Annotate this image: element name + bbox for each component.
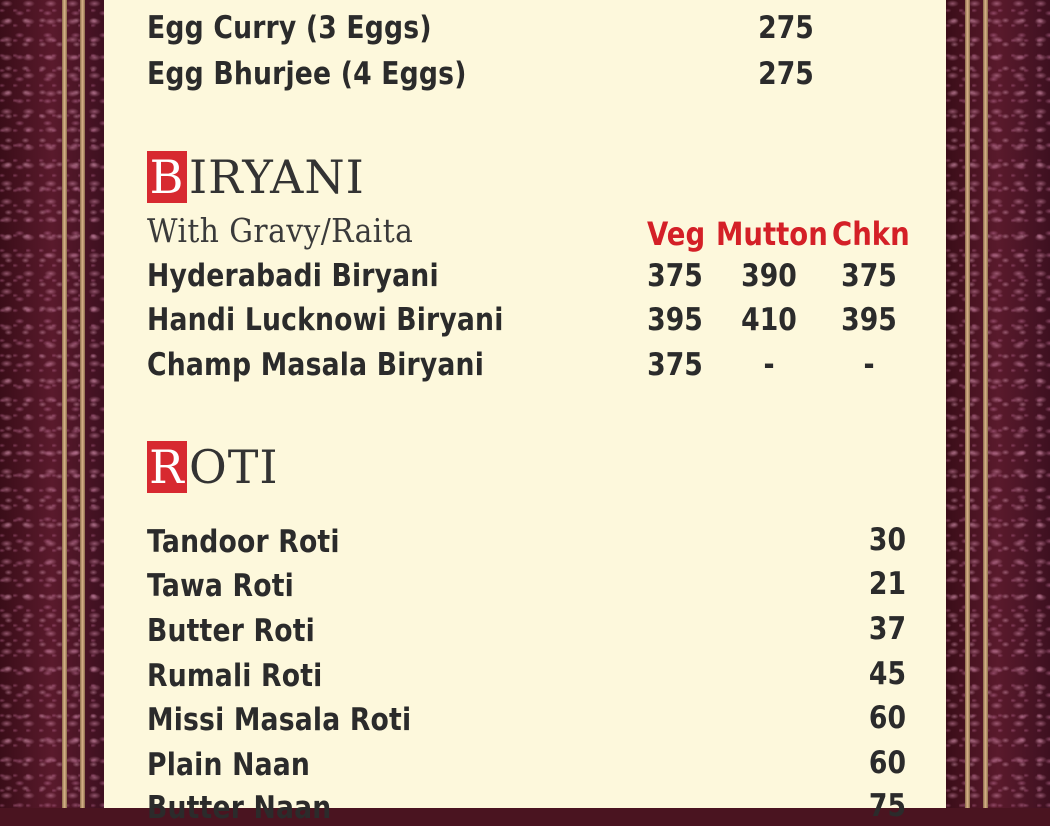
roti-heading <box>147 440 279 494</box>
right-outer-gold-line <box>983 0 988 808</box>
price-tandoor-roti: 30 <box>868 522 906 558</box>
price-champ-chkn: - <box>863 347 875 383</box>
column-veg: Veg <box>647 215 706 253</box>
left-border-texture <box>0 0 104 808</box>
price-hyderabadi-mutton: 390 <box>741 258 797 294</box>
price-lucknowi-chkn: 395 <box>841 302 897 338</box>
biryani-heading <box>147 150 365 204</box>
price-hyderabadi-veg: 375 <box>647 258 703 294</box>
biryani-subtitle: With Gravy/Raita <box>147 211 414 250</box>
menu-item-plain-naan: Plain Naan <box>147 747 311 783</box>
roti-heading-cap: R <box>147 441 187 493</box>
biryani-heading-cap: B <box>147 151 187 203</box>
column-mutton: Mutton <box>716 215 828 253</box>
price-rumali-roti: 45 <box>868 656 906 692</box>
right-border-texture <box>946 0 1050 808</box>
biryani-heading-rest: IRYANI <box>189 150 365 204</box>
price-champ-mutton: - <box>763 347 775 383</box>
left-outer-gold-line <box>62 0 67 808</box>
price-butter-roti: 37 <box>868 611 906 647</box>
left-inner-gold-line <box>80 0 85 808</box>
price-lucknowi-mutton: 410 <box>741 302 797 338</box>
menu-item-handi-lucknowi-biryani: Handi Lucknowi Biryani <box>147 302 504 338</box>
menu-item-tawa-roti: Tawa Roti <box>147 568 294 604</box>
menu-item-rumali-roti: Rumali Roti <box>147 658 323 694</box>
menu-item-butter-roti: Butter Roti <box>147 613 315 649</box>
price-butter-naan: 75 <box>868 788 906 824</box>
price-hyderabadi-chkn: 375 <box>841 258 897 294</box>
menu-item-egg-bhurjee: Egg Bhurjee (4 Eggs) <box>147 56 467 92</box>
menu-item-tandoor-roti: Tandoor Roti <box>147 524 340 560</box>
price-egg-curry: 275 <box>758 10 814 46</box>
price-plain-naan: 60 <box>868 745 906 781</box>
menu-item-missi-masala-roti: Missi Masala Roti <box>147 702 412 738</box>
price-champ-veg: 375 <box>647 347 703 383</box>
price-egg-bhurjee: 275 <box>758 56 814 92</box>
price-tawa-roti: 21 <box>868 566 906 602</box>
menu-item-egg-curry: Egg Curry (3 Eggs) <box>147 10 432 46</box>
menu-item-champ-masala-biryani: Champ Masala Biryani <box>147 347 485 383</box>
price-lucknowi-veg: 395 <box>647 302 703 338</box>
column-chkn: Chkn <box>832 215 910 253</box>
menu-item-butter-naan: Butter Naan <box>147 790 332 826</box>
right-inner-gold-line <box>965 0 970 808</box>
price-missi-masala-roti: 60 <box>868 700 906 736</box>
roti-heading-rest: OTI <box>189 440 279 494</box>
menu-item-hyderabadi-biryani: Hyderabadi Biryani <box>147 258 439 294</box>
